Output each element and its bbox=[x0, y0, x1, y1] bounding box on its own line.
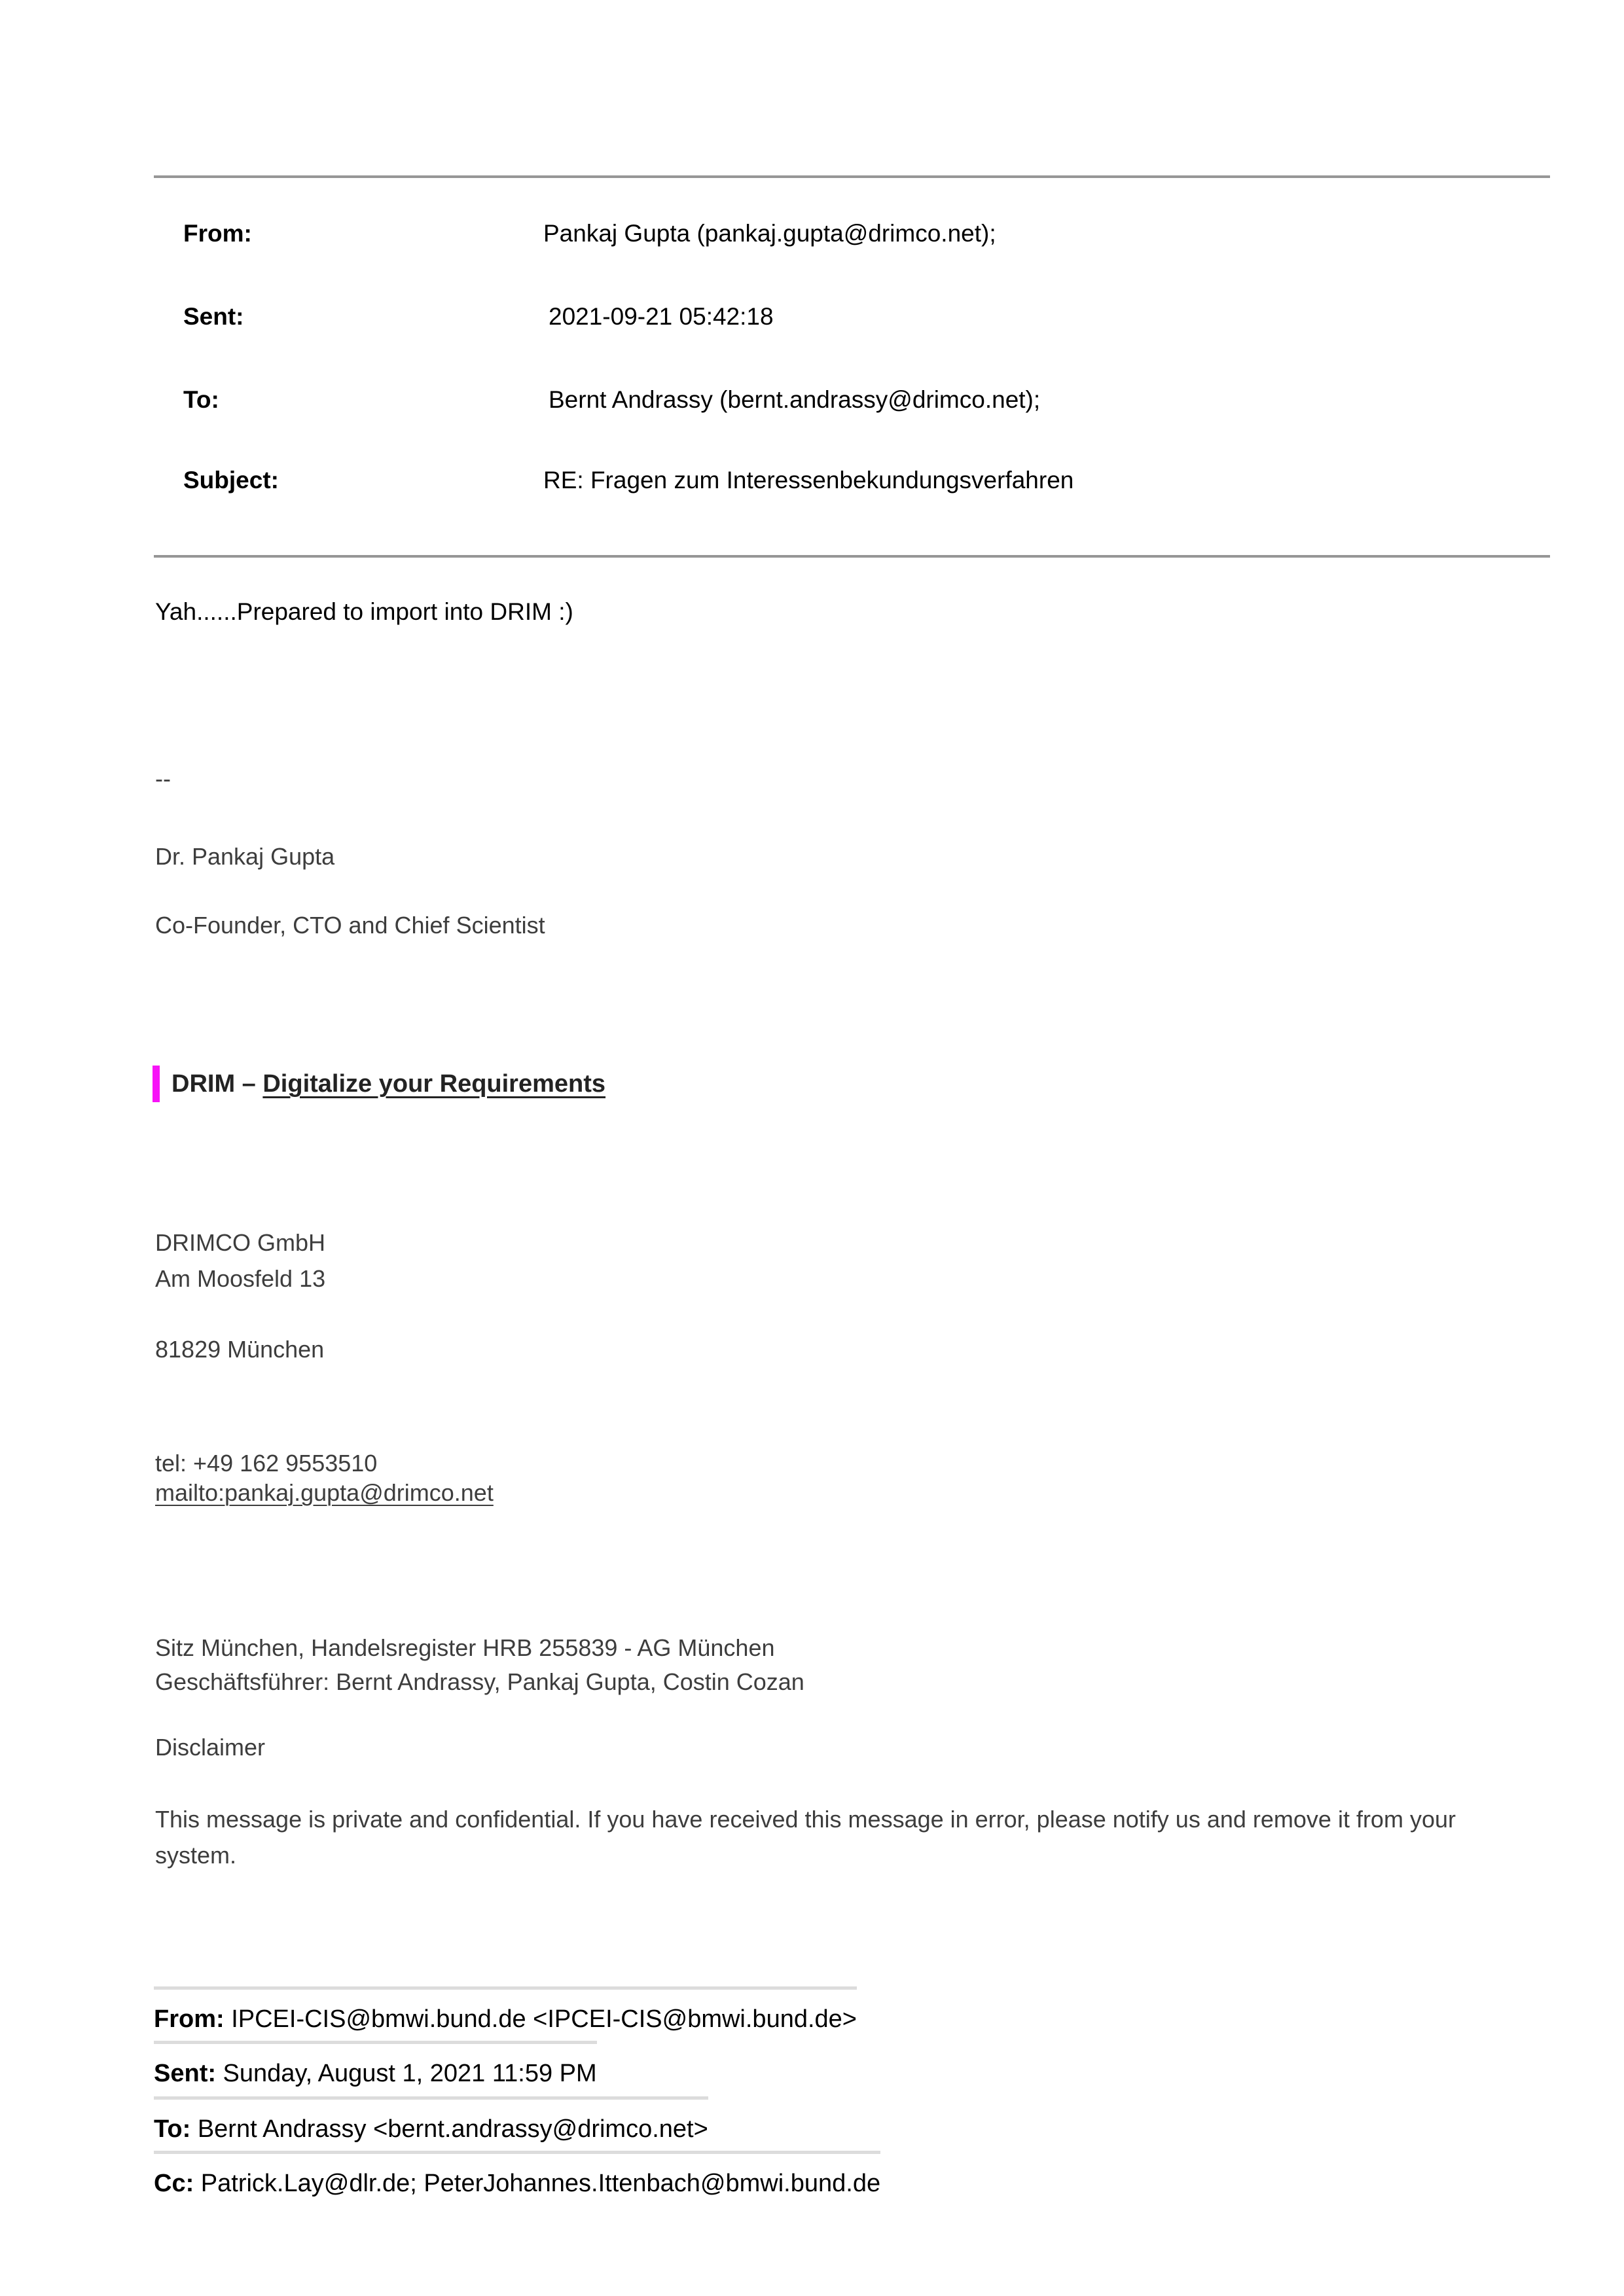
quoted-to-label: To: bbox=[154, 2115, 191, 2143]
subject-label: Subject: bbox=[183, 467, 279, 493]
header-bottom-rule bbox=[154, 555, 1550, 558]
brand-tagline-link[interactable]: Digitalize your Requirements bbox=[262, 1070, 606, 1098]
quoted-row-sent bbox=[154, 2041, 597, 2089]
company-city: 81829 München bbox=[155, 1336, 325, 1363]
subject-value: RE: Fragen zum Interessenbekundungsverfahren bbox=[543, 467, 1074, 493]
header-row-subject bbox=[183, 465, 279, 495]
header-row-to bbox=[183, 385, 219, 415]
brand-line bbox=[171, 1066, 605, 1102]
sent-value: 2021-09-21 05:42:18 bbox=[549, 303, 774, 330]
sent-label: Sent: bbox=[183, 303, 244, 330]
company-street: Am Moosfeld 13 bbox=[155, 1265, 326, 1292]
mailto-link[interactable]: mailto:pankaj.gupta@drimco.net bbox=[155, 1479, 494, 1506]
disclaimer-text: This message is private and confidential. If you have received this message in error, please notify us and remove it from your system. bbox=[155, 1806, 1456, 1869]
quoted-sent-label: Sent: bbox=[154, 2060, 216, 2087]
email-link-line bbox=[155, 1475, 494, 1511]
registry-line: Sitz München, Handelsregister HRB 255839 - AG München bbox=[155, 1634, 775, 1661]
message-body: Yah......Prepared to import into DRIM :) bbox=[155, 598, 573, 625]
signature-separator: -- bbox=[155, 765, 171, 792]
phone-line: tel: +49 162 9553510 bbox=[155, 1450, 378, 1477]
quoted-cc-box bbox=[154, 2151, 880, 2198]
management-line: Geschäftsführer: Bernt Andrassy, Pankaj Gupta, Costin Cozan bbox=[155, 1668, 804, 1695]
brand-accent-bar bbox=[153, 1066, 160, 1102]
quoted-from-value: IPCEI-CIS@bmwi.bund.de <IPCEI-CIS@bmwi.bund.de> bbox=[224, 2005, 857, 2033]
to-label: To: bbox=[183, 386, 219, 413]
quoted-cc-value: Patrick.Lay@dlr.de; PeterJohannes.Ittenbach@bmwi.bund.de bbox=[194, 2170, 881, 2197]
quoted-sent-value: Sunday, August 1, 2021 11:59 PM bbox=[216, 2060, 597, 2087]
header-row-from bbox=[183, 219, 252, 249]
header-row-sent bbox=[183, 302, 244, 332]
quoted-row-from bbox=[154, 1986, 857, 2034]
quoted-cc-label: Cc: bbox=[154, 2170, 194, 2197]
quoted-row-cc bbox=[154, 2151, 880, 2198]
quoted-from-label: From: bbox=[154, 2005, 225, 2033]
quoted-sent-box bbox=[154, 2041, 597, 2089]
header-top-rule bbox=[154, 175, 1550, 178]
brand-prefix: DRIM – bbox=[171, 1070, 263, 1098]
quoted-to-box bbox=[154, 2096, 708, 2144]
quoted-from-box bbox=[154, 1986, 857, 2034]
to-value: Bernt Andrassy (bernt.andrassy@drimco.net); bbox=[549, 386, 1041, 413]
quoted-to-value: Bernt Andrassy <bernt.andrassy@drimco.net> bbox=[190, 2115, 708, 2143]
from-label: From: bbox=[183, 220, 252, 247]
quoted-row-to bbox=[154, 2096, 708, 2144]
company-name: DRIMCO GmbH bbox=[155, 1229, 325, 1256]
from-value: Pankaj Gupta (pankaj.gupta@drimco.net); bbox=[543, 220, 996, 247]
disclaimer-title: Disclaimer bbox=[155, 1734, 266, 1761]
signature-title: Co-Founder, CTO and Chief Scientist bbox=[155, 912, 545, 939]
signature-name: Dr. Pankaj Gupta bbox=[155, 843, 335, 870]
